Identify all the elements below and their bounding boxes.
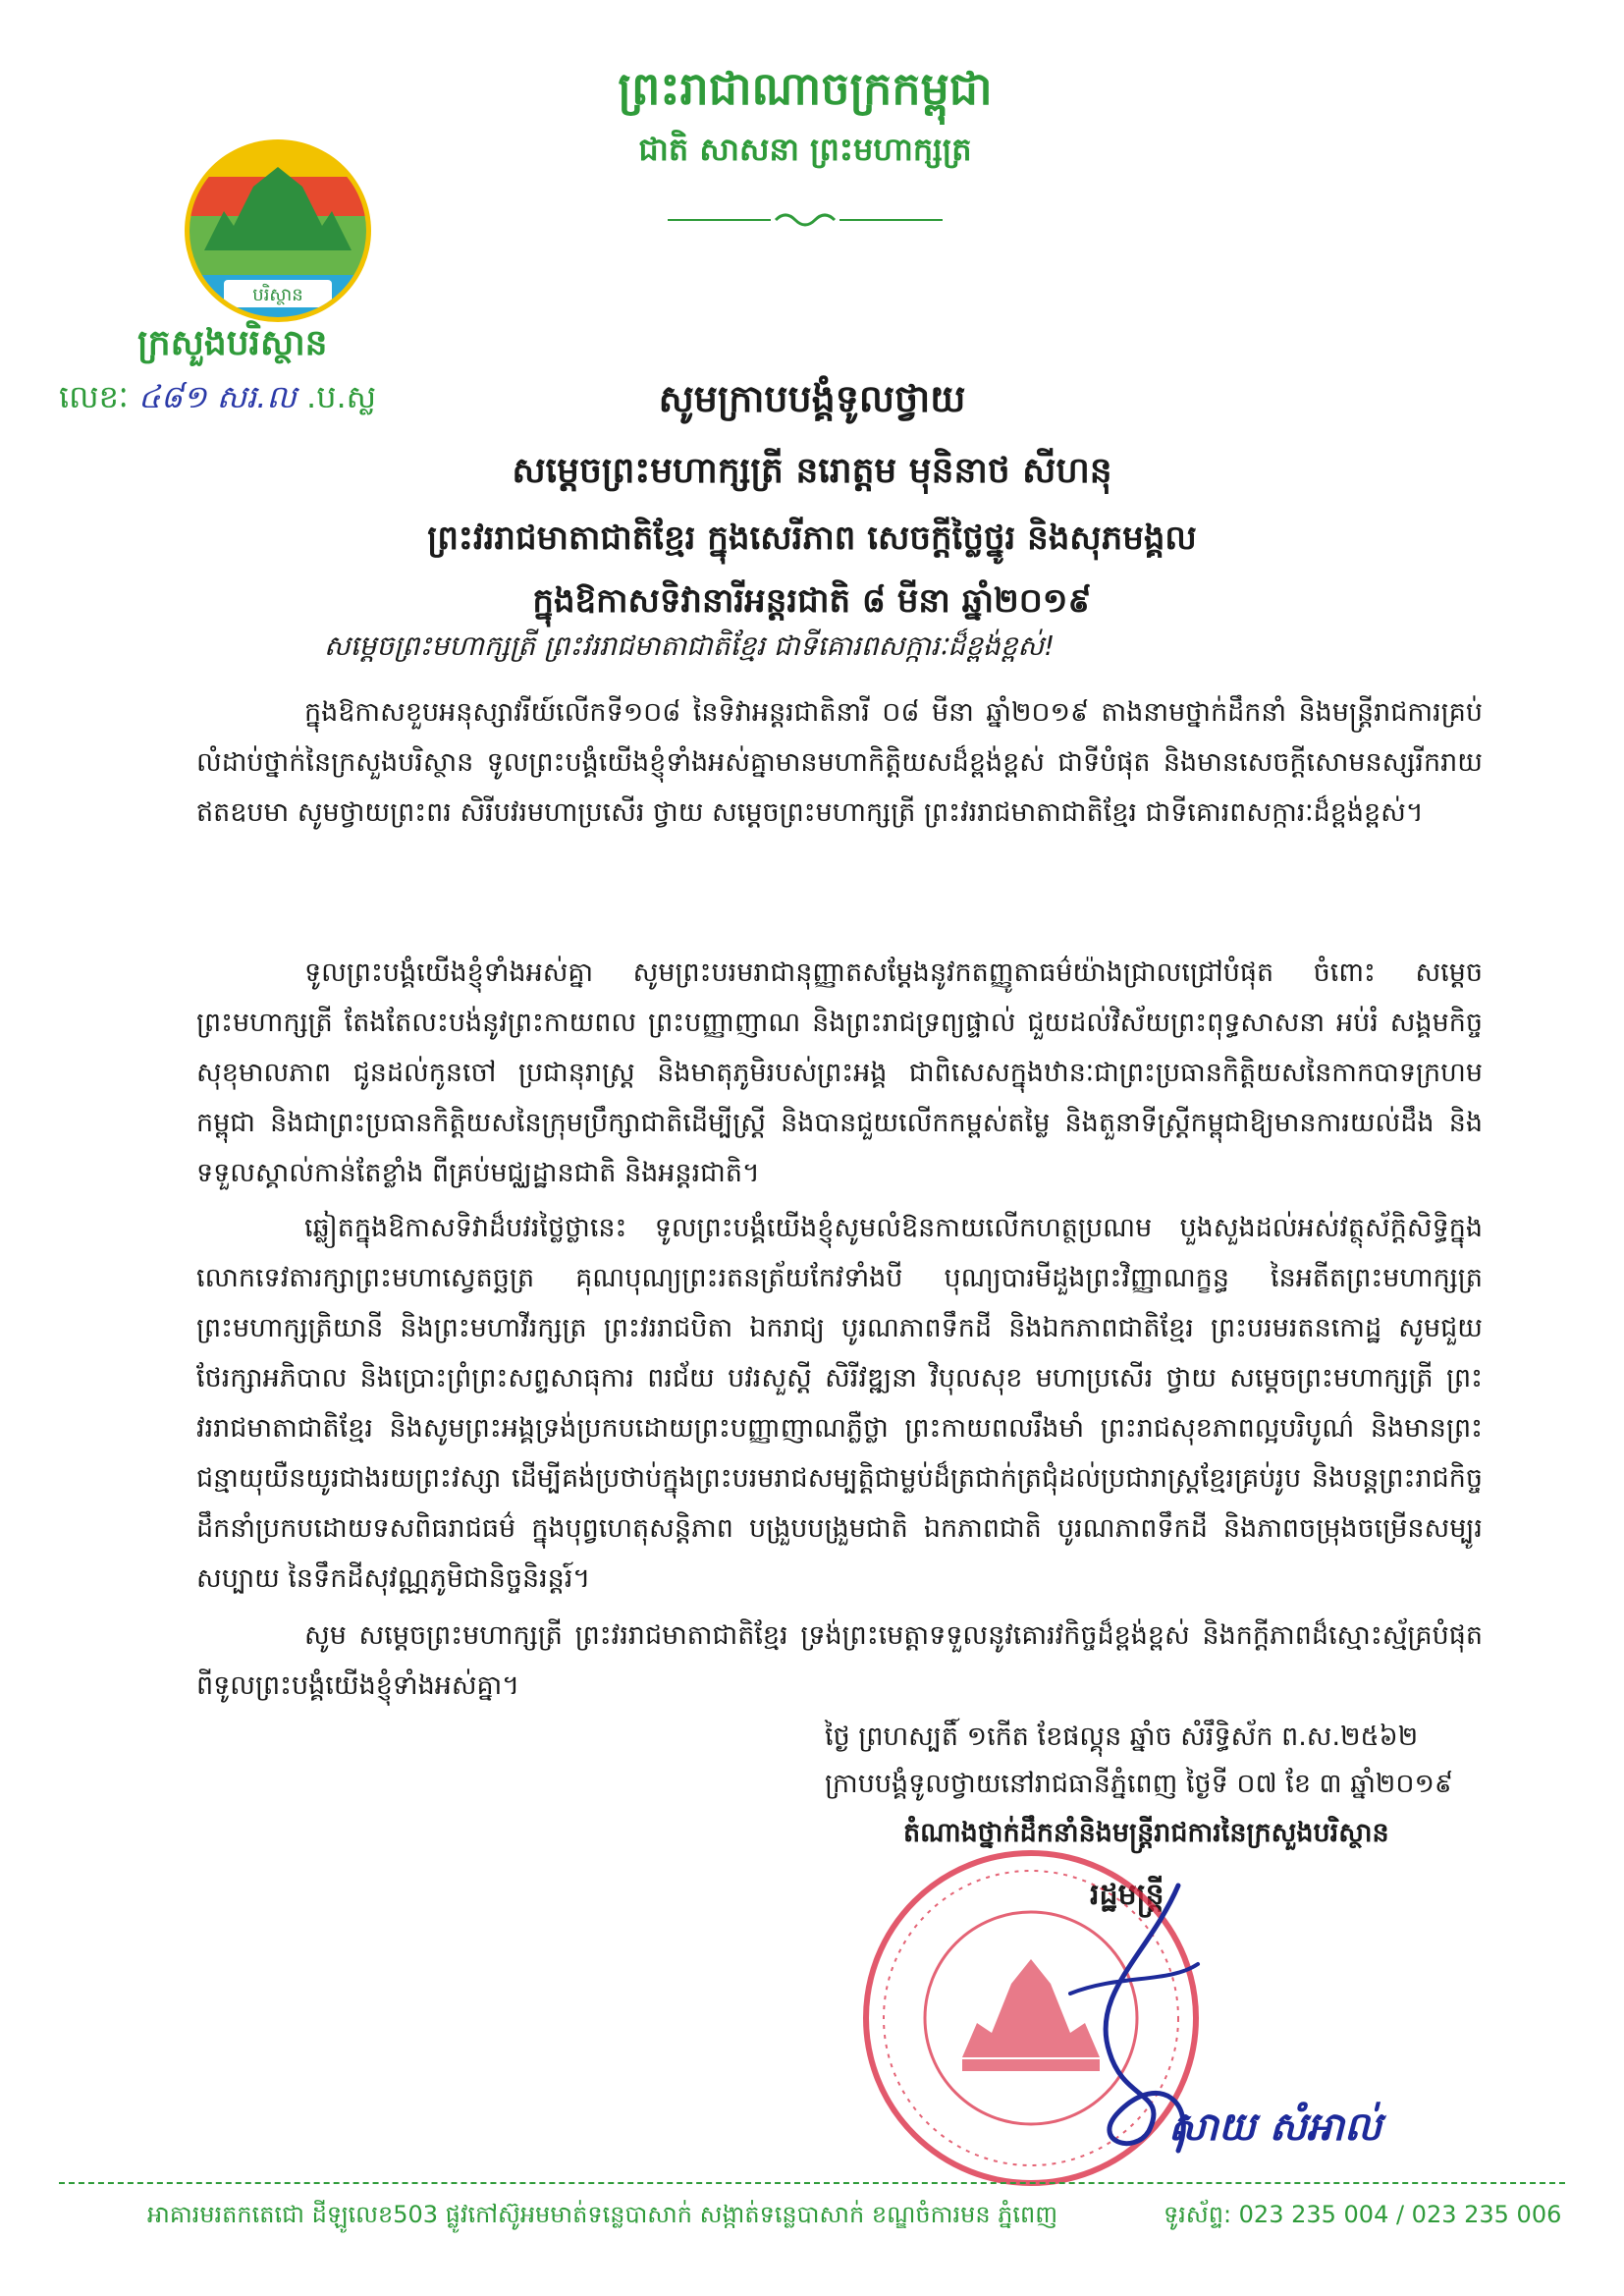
ministry-name: ក្រសួងបរិស្ថាន (137, 323, 328, 363)
signer-name: សាយ សំអាល់ (1168, 2105, 1382, 2150)
title-line-2: សម្តេចព្រះមហាក្សត្រី នរោត្តម មុនិនាថ សីហនុ (512, 451, 1112, 491)
salutation: សម្តេចព្រះមហាក្សត្រី ព្រះវររាជមាតាជាតិខ្មែរ ជាទីគោរពសក្ការៈដ៏ខ្ពង់ខ្ពស់! (324, 629, 1056, 662)
footer-divider (59, 2182, 1565, 2184)
kingdom-heading: ព្រះរាជាណាចក្រកម្ពុជា (618, 62, 993, 115)
paragraph-3: ឆ្លៀតក្នុងឱកាសទិវាដ៏បវរថ្លៃថ្លានេះ ទូលព្រះបង្គំយើងខ្ញុំសូមលំឱនកាយលើកហត្ថប្រណម បួងសួងដល់អស់វត្ថុស័ក្តិសិទ្ធិក្នុងលោកទេវតារក្សាព្រះមហាស្វេតច្ឆត្រ គុណបុណ្យព្រះរតនត្រ័យកែវទាំងបី បុណ្យបារមីដួងព្រះវិញ្ញាណក្ខន្ធ នៃអតីតព្រះមហាក្សត្រ ព្រះមហាក្សត្រិយានី និងព្រះមហាវីរក្សត្រ ព្រះវររាជបិតា ឯករាជ្យ បូរណភាពទឹកដី និងឯកភាពជាតិខ្មែរ ព្រះបរមរតនកោដ្ឋ សូមជួយថែរក្សាអភិបាល និងប្រោះព្រំព្រះសព្ទសាធុការ ពរជ័យ បវរសួស្តី សិរីវឌ្ឍនា វិបុលសុខ មហាប្រសើរ ថ្វាយ សម្តេចព្រះមហាក្សត្រី ព្រះវររាជមាតាជាតិខ្មែរ និងសូមព្រះអង្គទ្រង់ប្រកបដោយព្រះបញ្ញាញាណភ្លឺថ្លា ព្រះកាយពលរឹងមាំ ព្រះរាជសុខភាពល្អបរិបូណ៌ និងមានព្រះជន្មាយុយឺនយូរជាងរយព្រះវស្សា ដើម្បីគង់ប្រថាប់ក្នុងព្រះបរមរាជសម្បត្តិជាម្លប់ដ៏ត្រជាក់ត្រជុំដល់ប្រជារាស្ត្រខ្មែរគ្រប់រូប និងបន្តព្រះរាជកិច្ចដឹកនាំប្រកបដោយទសពិធរាជធម៌ ក្នុងបុព្វហេតុសន្តិភាព បង្រួបបង្រួមជាតិ ឯកភាពជាតិ បូរណភាពទឹកដី និងភាពចម្រុងចម្រើនសម្បូរសប្បាយ នៃទឹកដីសុវណ្ណភូមិជានិច្ចនិរន្តរ៍។ (196, 1213, 1483, 1594)
reference-label: លេខៈ (59, 378, 129, 415)
paragraph-2: ទូលព្រះបង្គំយើងខ្ញុំទាំងអស់គ្នា សូមព្រះបរមរាជានុញ្ញាតសម្តែងនូវកតញ្ញូតាធម៌យ៉ាងជ្រាលជ្រៅបំផុត ចំពោះ សម្តេចព្រះមហាក្សត្រី តែងតែលះបង់នូវព្រះកាយពល ព្រះបញ្ញាញាណ និងព្រះរាជទ្រព្យផ្ទាល់ ជួយដល់វិស័យព្រះពុទ្ធសាសនា អប់រំ សង្គមកិច្ច សុខុមាលភាព ជូនដល់កូនចៅ ប្រជានុរាស្ត្រ និងមាតុភូមិរបស់ព្រះអង្គ ជាពិសេសក្នុងឋានៈជាព្រះប្រធានកិត្តិយសនៃកាកបាទក្រហមកម្ពុជា និងជាព្រះប្រធានកិត្តិយសនៃក្រុមប្រឹក្សាជាតិដើម្បីស្ត្រី និងបានជួយលើកកម្ពស់តម្លៃ និងតួនាទីស្ត្រីកម្ពុជាឱ្យមានការយល់ដឹង និងទទួលស្គាល់កាន់តែខ្លាំង ពីគ្រប់មជ្ឈដ្ឋានជាតិ និងអន្តរជាតិ។ (196, 957, 1483, 1188)
title-line-4: ក្នុងឱកាសទិវានារីអន្តរជាតិ ៨ មីនា ឆ្នាំ២០១៩ (532, 581, 1092, 621)
footer-phone: ទូរស័ព្ទ: 023 235 004 / 023 235 006 (1164, 2201, 1562, 2228)
footer-address: អាគារមរតកតេជោ ដីឡូលេខ503 ផ្លូវកៅស៊ូអមមាត់ទន្លេបាសាក់ សង្កាត់ទន្លេបាសាក់ ខណ្ឌចំការមន ភ្នំពេញ (147, 2201, 1058, 2228)
paragraph-4: សូម សម្តេចព្រះមហាក្សត្រី ព្រះវររាជមាតាជាតិខ្មែរ ទ្រង់ព្រះមេត្តាទទួលនូវគោរវកិច្ចដ៏ខ្ពង់ខ្ពស់ និងកក្តីភាពដ៏ស្មោះស្ម័គ្របំផុត ពីទូលព្រះបង្គំយើងខ្ញុំទាំងអស់គ្នា។ (196, 1620, 1483, 1701)
ornament-divider (668, 208, 943, 232)
place-date: ក្រាបបង្គំទូលថ្វាយនៅរាជធានីភ្នំពេញ ថ្ងៃទី ០៧ ខែ ៣ ឆ្នាំ២០១៩ (825, 1769, 1453, 1799)
lunar-date: ថ្ងៃ ព្រហស្បតិ៍ ១កើត ខែផល្គុន ឆ្នាំច សំរឹទ្ធិស័ក ព.ស.២៥៦២ (825, 1722, 1419, 1752)
signer-title: រដ្ឋមន្ត្រី (1090, 1878, 1164, 1912)
reference-handwritten: ៤៨១ សរ.ល (137, 378, 297, 415)
title-line-3: ព្រះវររាជមាតាជាតិខ្មែរ ក្នុងសេរីភាព សេចក្តីថ្លៃថ្នូរ និងសុភមង្គល (427, 519, 1197, 558)
paragraph-1: ក្នុងឱកាសខួបអនុស្សាវរីយ៍លើកទី១០៨ នៃទិវាអន្តរជាតិនារី ០៨ មីនា ឆ្នាំ២០១៩ តាងនាមថ្នាក់ដឹកនាំ និងមន្ត្រីរាជការគ្រប់លំដាប់ថ្នាក់នៃក្រសួងបរិស្ថាន ទូលព្រះបង្គំយើងខ្ញុំទាំងអស់គ្នាមានមហាកិត្តិយសដ៏ខ្ពង់ខ្ពស់ ជាទីបំផុត និងមានសេចក្តីសោមនស្សរីករាយឥតឧបមា សូមថ្វាយព្រះពរ សិរីបវរមហាប្រសើរ ថ្វាយ សម្តេចព្រះមហាក្សត្រី ព្រះវររាជមាតាជាតិខ្មែរ ជាទីគោរពសក្ការៈដ៏ខ្ពង់ខ្ពស់។ (196, 697, 1483, 828)
reference-suffix: .ប.ស្ល (306, 378, 377, 415)
logo-text: បរិស្ថាន (252, 285, 303, 305)
ministry-logo (165, 137, 391, 324)
national-motto: ជាតិ សាសនា ព្រះមហាក្សត្រ (638, 131, 972, 168)
on-behalf-line: តំណាងថ្នាក់ដឹកនាំនិងមន្ត្រីរាជការនៃក្រសួងបរិស្ថាន (903, 1818, 1389, 1848)
title-line-1: សូមក្រាបបង្គំទូលថ្វាយ (658, 377, 966, 420)
